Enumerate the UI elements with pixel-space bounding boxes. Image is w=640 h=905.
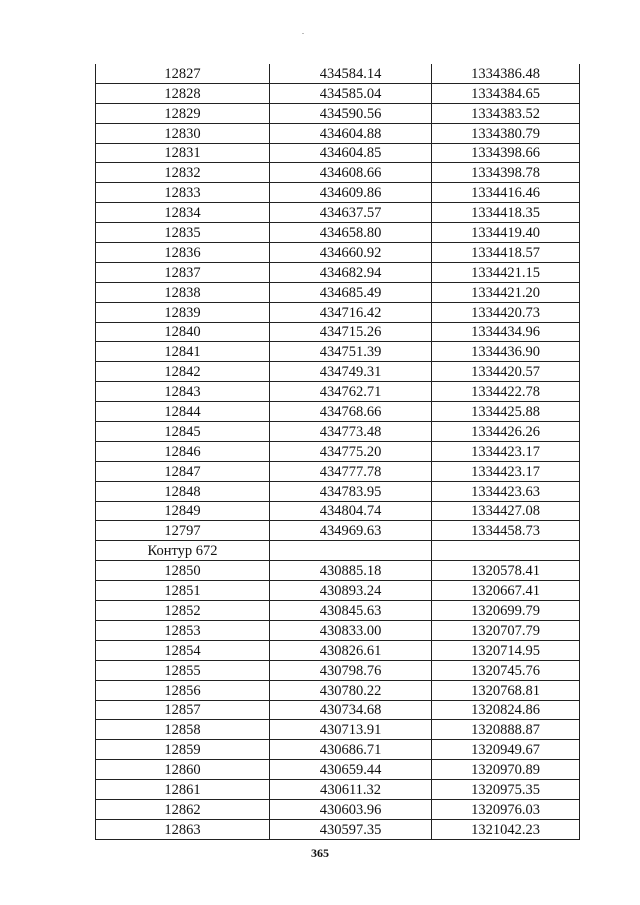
coordinates-table	[95, 64, 580, 840]
point-number-cell: 12842	[96, 362, 270, 382]
x-coordinate-cell: 430833.00	[270, 620, 432, 640]
point-number-cell: 12863	[96, 819, 270, 839]
coordinates-table-wrapper	[95, 64, 579, 840]
x-coordinate-cell: 434660.92	[270, 243, 432, 263]
table-row	[96, 819, 580, 839]
point-number-cell: 12838	[96, 282, 270, 302]
x-coordinate-cell: 434604.85	[270, 143, 432, 163]
y-coordinate-cell: 1334421.20	[432, 282, 580, 302]
table-row	[96, 103, 580, 123]
table-row	[96, 660, 580, 680]
y-coordinate-cell: 1334419.40	[432, 223, 580, 243]
scan-speck	[302, 33, 304, 34]
x-coordinate-cell: 430893.24	[270, 581, 432, 601]
table-row	[96, 342, 580, 362]
table-row	[96, 700, 580, 720]
y-coordinate-cell: 1320768.81	[432, 680, 580, 700]
x-coordinate-cell: 434804.74	[270, 501, 432, 521]
contour-header-row	[96, 541, 580, 561]
y-coordinate-cell: 1320714.95	[432, 640, 580, 660]
y-coordinate-cell: 1320824.86	[432, 700, 580, 720]
table-row	[96, 740, 580, 760]
table-row	[96, 461, 580, 481]
table-row	[96, 402, 580, 422]
table-row	[96, 282, 580, 302]
table-row	[96, 799, 580, 819]
table-row	[96, 601, 580, 621]
point-number-cell: 12847	[96, 461, 270, 481]
y-coordinate-cell: 1320976.03	[432, 799, 580, 819]
x-coordinate-cell: 434775.20	[270, 441, 432, 461]
table-row	[96, 640, 580, 660]
y-coordinate-cell: 1334416.46	[432, 183, 580, 203]
page-number: 365	[311, 846, 329, 860]
x-coordinate-cell: 430845.63	[270, 601, 432, 621]
table-row	[96, 243, 580, 263]
y-coordinate-cell: 1320970.89	[432, 760, 580, 780]
x-coordinate-cell: 434751.39	[270, 342, 432, 362]
table-row	[96, 64, 580, 83]
point-number-cell: 12833	[96, 183, 270, 203]
table-row	[96, 760, 580, 780]
point-number-cell: 12861	[96, 780, 270, 800]
table-row	[96, 481, 580, 501]
x-coordinate-cell: 434715.26	[270, 322, 432, 342]
x-coordinate-cell: 434682.94	[270, 262, 432, 282]
table-row	[96, 262, 580, 282]
table-row	[96, 83, 580, 103]
x-coordinate-cell: 434749.31	[270, 362, 432, 382]
point-number-cell: 12850	[96, 561, 270, 581]
table-row	[96, 362, 580, 382]
y-coordinate-cell: 1334398.66	[432, 143, 580, 163]
y-coordinate-cell: 1321042.23	[432, 819, 580, 839]
y-coordinate-cell: 1320949.67	[432, 740, 580, 760]
point-number-cell: 12827	[96, 64, 270, 83]
y-coordinate-cell: 1334458.73	[432, 521, 580, 541]
x-coordinate-cell: 430798.76	[270, 660, 432, 680]
point-number-cell: 12859	[96, 740, 270, 760]
y-coordinate-cell: 1334418.57	[432, 243, 580, 263]
x-coordinate-cell: 430885.18	[270, 561, 432, 581]
table-body-contour-672	[96, 561, 580, 839]
x-coordinate-cell: 434716.42	[270, 302, 432, 322]
point-number-cell: 12841	[96, 342, 270, 362]
x-coordinate-cell: 434604.88	[270, 123, 432, 143]
x-coordinate-cell: 434585.04	[270, 83, 432, 103]
table-row	[96, 561, 580, 581]
table-row	[96, 680, 580, 700]
table-row	[96, 163, 580, 183]
point-number-cell: 12834	[96, 203, 270, 223]
table-row	[96, 581, 580, 601]
point-number-cell: 12852	[96, 601, 270, 621]
table-row	[96, 302, 580, 322]
table-row	[96, 123, 580, 143]
y-coordinate-cell: 1334434.96	[432, 322, 580, 342]
contour-label: Контур 672	[96, 541, 270, 561]
table-row	[96, 322, 580, 342]
point-number-cell: 12840	[96, 322, 270, 342]
table-row	[96, 720, 580, 740]
point-number-cell: 12858	[96, 720, 270, 740]
point-number-cell: 12835	[96, 223, 270, 243]
y-coordinate-cell: 1334426.26	[432, 422, 580, 442]
point-number-cell: 12857	[96, 700, 270, 720]
table-row	[96, 223, 580, 243]
point-number-cell: 12832	[96, 163, 270, 183]
table-row	[96, 780, 580, 800]
y-coordinate-cell: 1334380.79	[432, 123, 580, 143]
table-row	[96, 382, 580, 402]
contour-empty-x	[270, 541, 432, 561]
table-row	[96, 143, 580, 163]
y-coordinate-cell: 1320888.87	[432, 720, 580, 740]
x-coordinate-cell: 434637.57	[270, 203, 432, 223]
y-coordinate-cell: 1334420.73	[432, 302, 580, 322]
x-coordinate-cell: 434609.86	[270, 183, 432, 203]
contour-header-section	[96, 541, 580, 561]
x-coordinate-cell: 434584.14	[270, 64, 432, 83]
y-coordinate-cell: 1334418.35	[432, 203, 580, 223]
y-coordinate-cell: 1334384.65	[432, 83, 580, 103]
x-coordinate-cell: 430734.68	[270, 700, 432, 720]
point-number-cell: 12862	[96, 799, 270, 819]
x-coordinate-cell: 430780.22	[270, 680, 432, 700]
point-number-cell: 12853	[96, 620, 270, 640]
point-number-cell: 12855	[96, 660, 270, 680]
point-number-cell: 12856	[96, 680, 270, 700]
point-number-cell: 12848	[96, 481, 270, 501]
x-coordinate-cell: 434685.49	[270, 282, 432, 302]
table-row	[96, 203, 580, 223]
point-number-cell: 12854	[96, 640, 270, 660]
table-row	[96, 521, 580, 541]
y-coordinate-cell: 1334425.88	[432, 402, 580, 422]
point-number-cell: 12829	[96, 103, 270, 123]
point-number-cell: 12851	[96, 581, 270, 601]
y-coordinate-cell: 1334423.17	[432, 461, 580, 481]
point-number-cell: 12830	[96, 123, 270, 143]
y-coordinate-cell: 1334422.78	[432, 382, 580, 402]
point-number-cell: 12843	[96, 382, 270, 402]
point-number-cell: 12797	[96, 521, 270, 541]
contour-empty-y	[432, 541, 580, 561]
x-coordinate-cell: 434608.66	[270, 163, 432, 183]
point-number-cell: 12845	[96, 422, 270, 442]
y-coordinate-cell: 1320745.76	[432, 660, 580, 680]
x-coordinate-cell: 434762.71	[270, 382, 432, 402]
table-row	[96, 183, 580, 203]
point-number-cell: 12849	[96, 501, 270, 521]
x-coordinate-cell: 434658.80	[270, 223, 432, 243]
y-coordinate-cell: 1334421.15	[432, 262, 580, 282]
x-coordinate-cell: 430713.91	[270, 720, 432, 740]
x-coordinate-cell: 430826.61	[270, 640, 432, 660]
table-body-first-contour	[96, 64, 580, 541]
y-coordinate-cell: 1334420.57	[432, 362, 580, 382]
point-number-cell: 12837	[96, 262, 270, 282]
point-number-cell: 12836	[96, 243, 270, 263]
x-coordinate-cell: 434783.95	[270, 481, 432, 501]
point-number-cell: 12846	[96, 441, 270, 461]
x-coordinate-cell: 434590.56	[270, 103, 432, 123]
table-row	[96, 620, 580, 640]
y-coordinate-cell: 1334383.52	[432, 103, 580, 123]
x-coordinate-cell: 430597.35	[270, 819, 432, 839]
x-coordinate-cell: 434969.63	[270, 521, 432, 541]
x-coordinate-cell: 434768.66	[270, 402, 432, 422]
y-coordinate-cell: 1320699.79	[432, 601, 580, 621]
y-coordinate-cell: 1334427.08	[432, 501, 580, 521]
y-coordinate-cell: 1320578.41	[432, 561, 580, 581]
x-coordinate-cell: 434777.78	[270, 461, 432, 481]
table-row	[96, 501, 580, 521]
y-coordinate-cell: 1334423.63	[432, 481, 580, 501]
x-coordinate-cell: 430686.71	[270, 740, 432, 760]
x-coordinate-cell: 430603.96	[270, 799, 432, 819]
point-number-cell: 12860	[96, 760, 270, 780]
y-coordinate-cell: 1334386.48	[432, 64, 580, 83]
x-coordinate-cell: 434773.48	[270, 422, 432, 442]
y-coordinate-cell: 1320667.41	[432, 581, 580, 601]
y-coordinate-cell: 1320975.35	[432, 780, 580, 800]
point-number-cell: 12844	[96, 402, 270, 422]
x-coordinate-cell: 430659.44	[270, 760, 432, 780]
y-coordinate-cell: 1320707.79	[432, 620, 580, 640]
y-coordinate-cell: 1334436.90	[432, 342, 580, 362]
x-coordinate-cell: 430611.32	[270, 780, 432, 800]
table-row	[96, 422, 580, 442]
y-coordinate-cell: 1334398.78	[432, 163, 580, 183]
y-coordinate-cell: 1334423.17	[432, 441, 580, 461]
point-number-cell: 12839	[96, 302, 270, 322]
point-number-cell: 12828	[96, 83, 270, 103]
point-number-cell: 12831	[96, 143, 270, 163]
table-row	[96, 441, 580, 461]
